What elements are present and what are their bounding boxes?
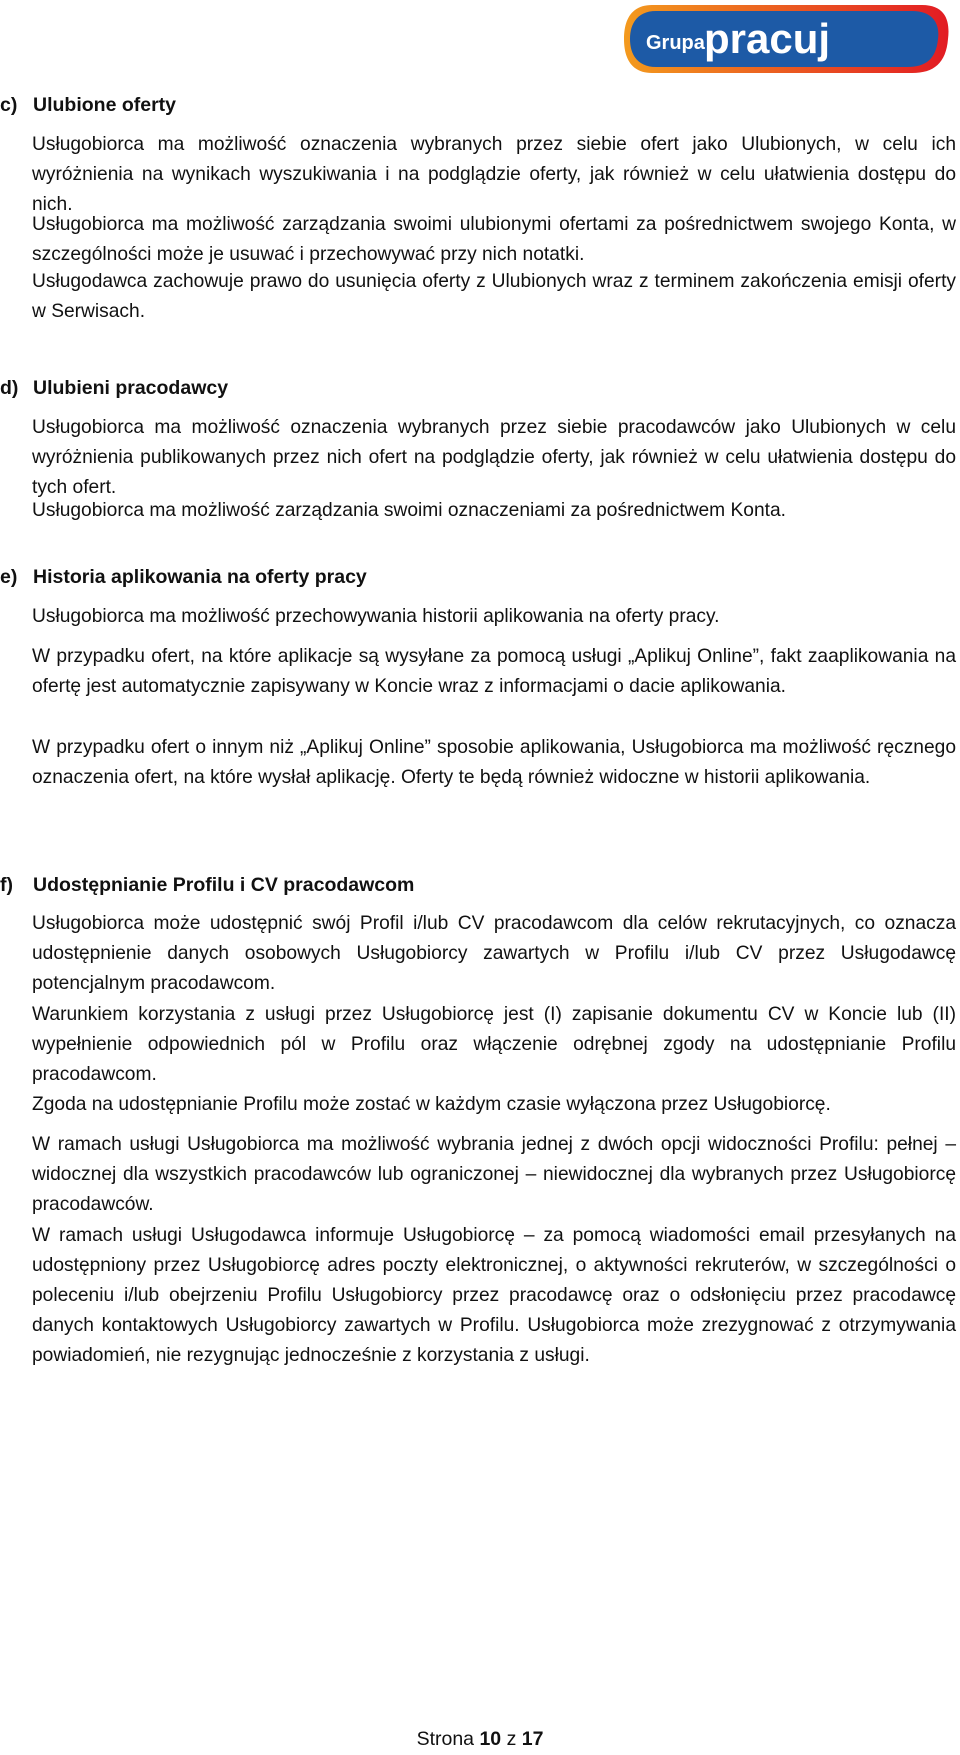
section-f-paragraph-2: Warunkiem korzystania z usługi przez Usługobiorcę jest (I) zapisanie dokumentu CV w Koncie lub (II) wypełnienie odpowiednich pól w Profilu oraz włączenie odrębnej zgody na udostępnianie Profilu pracodawcom. (32, 1004, 956, 1085)
section-c-label: c) (0, 94, 18, 116)
section-c-paragraph-3: Usługodawca zachowuje prawo do usunięcia oferty z Ulubionych wraz z terminem zakończenia emisji oferty w Serwisach. (32, 271, 956, 322)
footer-prefix: Strona (416, 1728, 475, 1750)
section-e-paragraph-2: W przypadku ofert, na które aplikacje są wysyłane za pomocą usługi „Aplikuj Online”, fakt zaaplikowania na ofertę jest automatycznie zapisywany w Koncie wraz z informacjami o dacie aplikowania. (32, 646, 956, 697)
section-d-paragraph-2: Usługobiorca ma możliwość zarządzania swoimi oznaczeniami za pośrednictwem Konta. (32, 500, 786, 521)
section-e-label: e) (0, 566, 18, 588)
section-d-title: Ulubieni pracodawcy (33, 377, 229, 399)
footer-separator: z (506, 1728, 517, 1750)
section-f-label: f) (0, 874, 13, 896)
footer-total-pages: 17 (521, 1728, 544, 1750)
section-e-title: Historia aplikowania na oferty pracy (33, 566, 367, 588)
section-d-label: d) (0, 377, 19, 399)
logo-prefix: Grupa (646, 32, 705, 54)
section-c-paragraph-2: Usługobiorca ma możliwość zarządzania swoimi ulubionymi ofertami za pośrednictwem swojego Konta, w szczególności może je usuwać i przechowywać przy nich notatki. (32, 214, 956, 265)
section-f-paragraph-5: W ramach usługi Usługodawca informuje Usługobiorcę – za pomocą wiadomości email przesyłanych na udostępniony przez Usługobiorcę adres poczty elektronicznej, o aktywności rekruterów, w szczególności o poleceniu i/lub obejrzeniu Profilu Usługobiorcy przez pracodawcę oraz o odsłonięciu przez pracodawcę danych kontaktowych Usługobiorcy zawartych w Profilu. Usługobiorca może zrezygnować z otrzymywania powiadomień, nie rezygnując jednocześnie z korzystania z usługi. (32, 1225, 956, 1366)
page-number-footer (0, 1727, 960, 1751)
section-f-paragraph-4: W ramach usługi Usługobiorca ma możliwość wybrania jednej z dwóch opcji widoczności Profilu: pełnej – widocznej dla wszystkich pracodawców lub ograniczonej – niewidocznej dla wybranych przez Usługobiorcę pracodawców. (32, 1134, 956, 1215)
logo-name: pracuj (704, 15, 831, 62)
section-f-paragraph-1: Usługobiorca może udostępnić swój Profil i/lub CV pracodawcom dla celów rekrutacyjnych, co oznacza udostępnienie danych osobowych Usługobiorcy zawartych w Profilu i/lub CV przez Usługodawcę potencjalnym pracodawcom. (32, 913, 956, 994)
footer-current-page: 10 (479, 1728, 502, 1750)
section-e-paragraph-3: W przypadku ofert o innym niż „Aplikuj Online” sposobie aplikowania, Usługobiorca ma możliwość ręcznego oznaczenia ofert, na które wysłał aplikację. Oferty te będą również widoczne w historii aplikowania. (32, 737, 956, 788)
section-c-paragraph-1: Usługobiorca ma możliwość oznaczenia wybranych przez siebie ofert jako Ulubionych, w celu ich wyróżnienia na wynikach wyszukiwania i na podglądzie oferty, jak również w celu ułatwienia dostępu do nich. (32, 134, 956, 215)
section-d-paragraph-1: Usługobiorca ma możliwość oznaczenia wybranych przez siebie pracodawców jako Ulubionych w celu wyróżnienia publikowanych przez nich ofert na podglądzie oferty, jak również w celu ułatwienia dostępu do tych ofert. (32, 417, 956, 498)
section-f-title: Udostępnianie Profilu i CV pracodawcom (33, 874, 415, 896)
section-c-title: Ulubione oferty (33, 94, 177, 116)
section-e-paragraph-1: Usługobiorca ma możliwość przechowywania historii aplikowania na oferty pracy. (32, 606, 720, 627)
section-f-paragraph-3: Zgoda na udostępnianie Profilu może zostać w każdym czasie wyłączona przez Usługobiorcę. (32, 1094, 831, 1115)
grupa-pracuj-logo (622, 3, 952, 75)
